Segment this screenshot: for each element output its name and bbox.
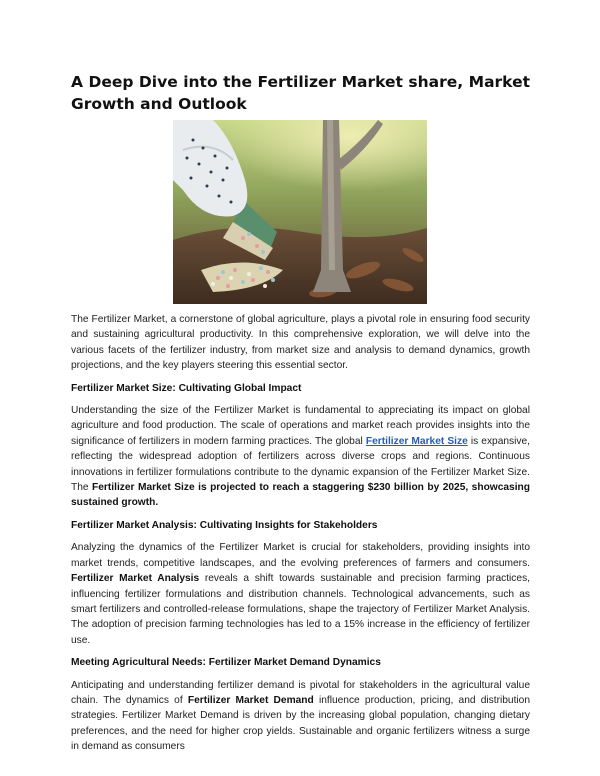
market-size-paragraph: Understanding the size of the Fertilizer Market is fundamental to appreciating its impact on global agriculture and food production. The scale of operations and market reach provides insights into the significance of fertilizers in modern farming practices. The global Fertilizer Market Size is expansive, reflecting the widespread adoption of fertilizers across diverse crops and regions. Continuous innovations in fertilizer formulations contribute to the dynamic expansion of the Fertilizer Market Size. The Fertilizer Market Size is projected to reach a staggering $230 billion by 2025, showcasing sustained growth. — [71, 405, 530, 509]
market-size-projection: Fertilizer Market Size is projected to reach a staggering $230 billion by 2025, showcasing sustained growth. — [71, 482, 530, 509]
market-analysis-paragraph: Analyzing the dynamics of the Fertilizer Market is crucial for stakeholders, providing insights into market trends, competitive landscapes, and the evolving preferences of farmers and consumers. Fertilizer Market Analysis reveals a shift towards sustainable and precision farming practices, influencing fertilizer formulations and distribution channels. Technological advancements, such as smart fertilizers and controlled-release formulations, shape the trajectory of Fertilizer Market Analysis. The adoption of precision farming technologies has led to a 15% increase in the efficiency of fertilizer use. — [71, 542, 530, 646]
market-demand-paragraph: Anticipating and understanding fertilizer demand is pivotal for stakeholders in the agricultural value chain. The dynamics of Fertilizer Market Demand influence production, pricing, and distribution strategies. Fertilizer Market Demand is driven by the increasing global population, changing dietary preferences, and the need for higher crop yields. Sustainable and organic fertilizers witness a surge in demand as consumers — [71, 679, 531, 753]
article-body — [71, 312, 530, 762]
section-heading-market-analysis: Fertilizer Market Analysis: Cultivating Insights for Stakeholders — [71, 519, 378, 531]
article-title: A Deep Dive into the Fertilizer Market share, Market Growth and Outlook — [71, 73, 530, 113]
soil-ground — [173, 228, 427, 305]
hero-image — [173, 120, 427, 304]
section-heading-market-size: Fertilizer Market Size: Cultivating Global Impact — [71, 382, 302, 394]
fertilizer-market-size-link[interactable]: Fertilizer Market Size — [365, 435, 468, 447]
section-heading-market-demand: Meeting Agricultural Needs: Fertilizer Market Demand Dynamics — [71, 657, 381, 669]
intro-paragraph: The Fertilizer Market, a cornerstone of global agriculture, plays a pivotal role in ensuring food security and sustaining agricultural productivity. In this comprehensive exploration, we will delve into the various facets of the fertilizer industry, from market size and analysis to demand dynamics, growth projections, and the key players steering this essential sector. — [71, 314, 530, 372]
